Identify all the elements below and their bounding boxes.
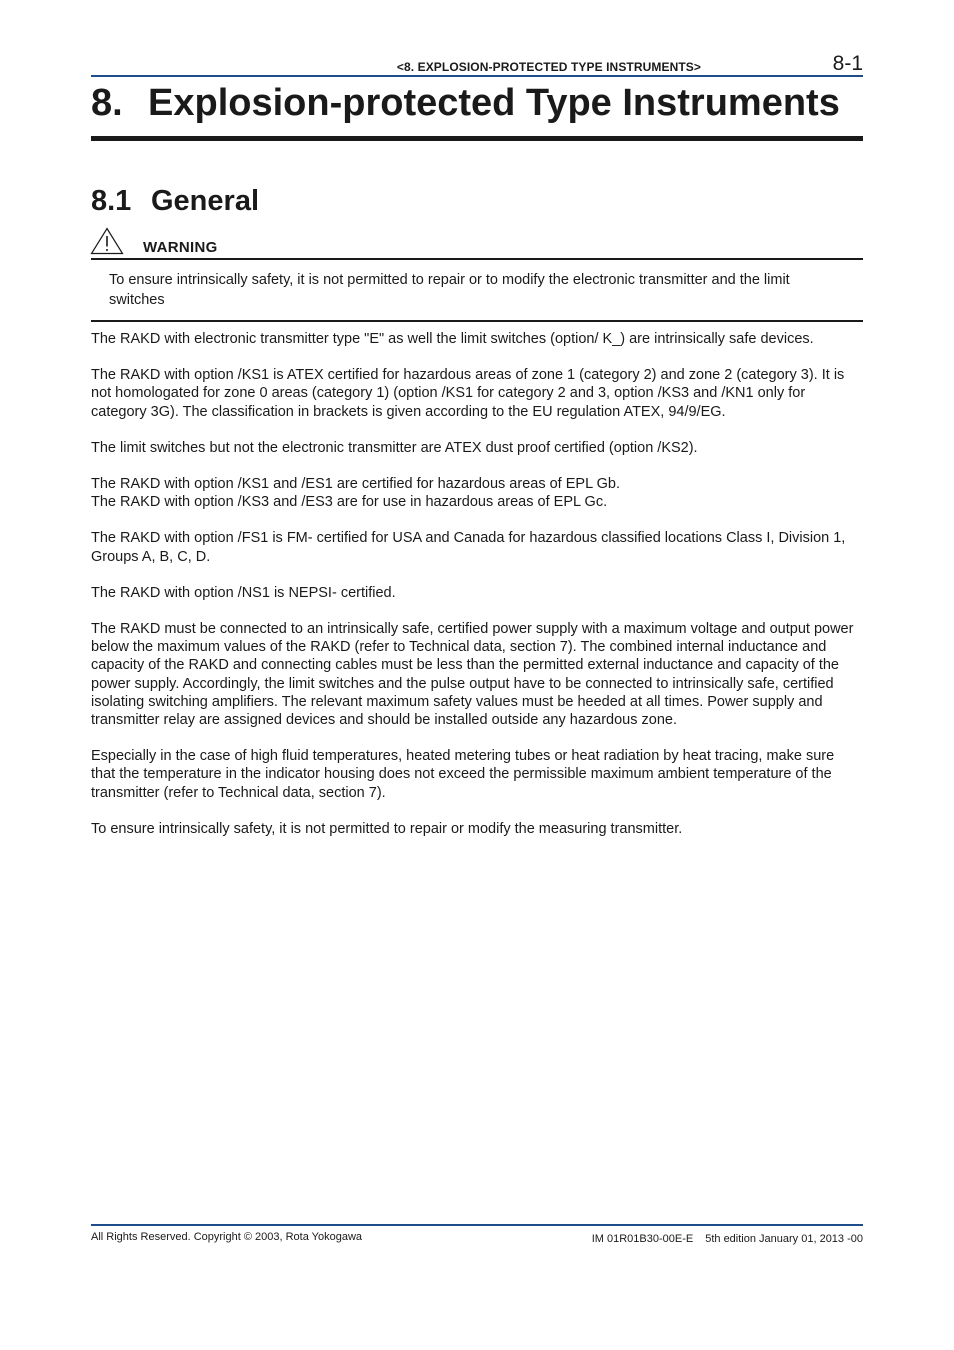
- paragraph: Especially in the case of high fluid temperatures, heated metering tubes or heat radiation by heat tracing, make sure that the temperature in the indicator housing does not exceed the permissible maximum ambient temperature of the transmitter (refer to Technical data, section 7).: [91, 748, 835, 801]
- chapter-title: [91, 82, 840, 125]
- footer-document-number: IM 01R01B30-00E-E: [591, 1233, 694, 1245]
- paragraph: The RAKD with electronic transmitter type "E" as well the limit switches (option/ K_) are intrinsically safe devices.: [91, 331, 814, 347]
- warning-bottom-rule: [91, 320, 863, 322]
- paragraph: To ensure intrinsically safety, it is not permitted to repair or modify the measuring transmitter.: [91, 820, 683, 837]
- paragraph: The RAKD with option /KS1 and /ES1 are certified for hazardous areas of EPL Gb. The RAKD with option /KS3 and /ES3 are for use in hazardous areas of EPL Gc.: [91, 476, 620, 511]
- section-title: [91, 185, 259, 218]
- footer-edition: 5th edition January 01, 2013 -00: [705, 1233, 863, 1245]
- paragraph: The RAKD with option /KS1 is ATEX certified for hazardous areas of zone 1 (category 2) and zone 2 (category 3). It is not homologated for zone 0 areas (category 1) (option /KS1 for category 2 and 3, option /KS3 and /KN1 only for category 3G). The classification in brackets is given according to the EU regulation ATEX, 94/9/EG.: [91, 367, 845, 420]
- paragraph: The RAKD must be connected to an intrinsically safe, certified power supply with a maximum voltage and output power below the maximum values of the RAKD (refer to Technical data, section 7). The combined internal inductance and capacity of the RAKD and connecting cables must be less than the permitted external inductance and capacity of the power supply. Accordingly, the limit switches and the pulse output have to be connected to intrinsically safe, certified isolating switching amplifiers. The relevant maximum safety values must be heeded at all times. Power supply and transmitter relay are assigned devices and should be installed outside any hazardous zone.: [91, 621, 854, 729]
- warning-label: WARNING: [143, 239, 218, 256]
- warning-text: To ensure intrinsically safety, it is not permitted to repair or to modify the electronic transmitter and the limit switches: [109, 272, 790, 308]
- chapter-number: 8.: [91, 82, 123, 124]
- footer-document-info: [592, 1233, 863, 1245]
- header-rule: [91, 75, 863, 77]
- warning-top-rule: [91, 258, 863, 260]
- body-text: [91, 330, 857, 856]
- running-header: [91, 52, 863, 76]
- running-header-chapter-ref: <8. EXPLOSION-PROTECTED TYPE INSTRUMENTS>: [396, 60, 701, 74]
- paragraph: The RAKD with option /NS1 is NEPSI- certified.: [91, 584, 396, 601]
- footer-rule: [91, 1224, 863, 1226]
- section-number: 8.1: [91, 185, 132, 217]
- chapter-title-rule: [91, 136, 863, 141]
- chapter-title-text: Explosion-protected Type Instruments: [148, 82, 840, 124]
- paragraph: The RAKD with option /FS1 is FM- certified for USA and Canada for hazardous classified locations Class I, Division 1, Groups A, B, C, D.: [91, 530, 846, 565]
- warning-triangle-icon: [90, 227, 124, 255]
- paragraph: The limit switches but not the electronic transmitter are ATEX dust proof certified (option /KS2).: [91, 439, 698, 456]
- section-title-text: General: [151, 185, 259, 217]
- footer-copyright: All Rights Reserved. Copyright © 2003, Rota Yokogawa: [91, 1231, 363, 1243]
- page-number: 8-1: [832, 52, 863, 75]
